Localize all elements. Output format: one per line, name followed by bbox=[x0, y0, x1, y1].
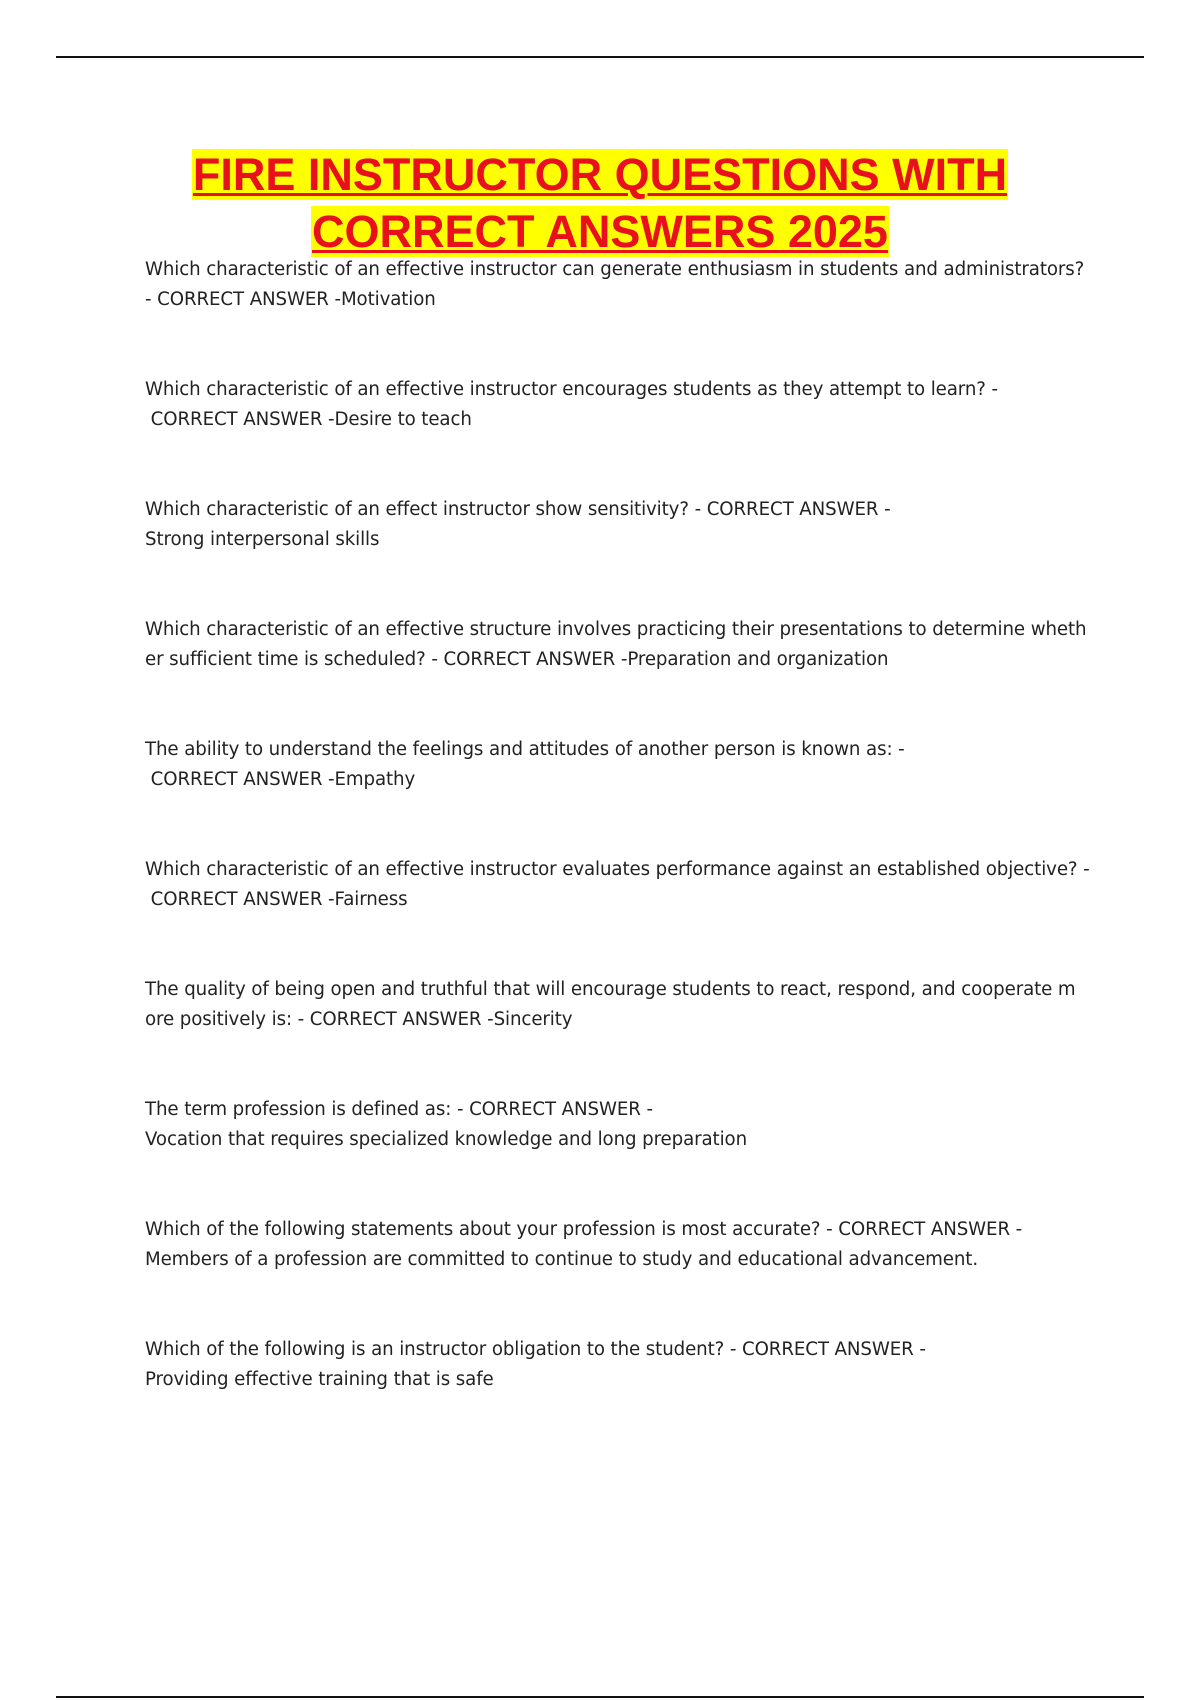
question-text: The ability to understand the feelings and attitudes of another person is known as: - bbox=[145, 739, 905, 760]
question-list bbox=[145, 255, 1095, 1455]
qa-item-9 bbox=[145, 1215, 1095, 1335]
qa-item-6 bbox=[145, 855, 1095, 975]
qa-item-4 bbox=[145, 615, 1095, 735]
title-line-2: CORRECT ANSWERS 2025 bbox=[312, 206, 888, 257]
answer-text: - CORRECT ANSWER -Motivation bbox=[145, 289, 436, 310]
question-text: The term profession is defined as: - CORRECT ANSWER - bbox=[145, 1099, 653, 1120]
answer-text: CORRECT ANSWER -Empathy bbox=[145, 769, 416, 790]
title-line-1: FIRE INSTRUCTOR QUESTIONS WITH bbox=[192, 149, 1008, 200]
top-rule bbox=[56, 56, 1144, 58]
answer-text: CORRECT ANSWER -Fairness bbox=[145, 889, 408, 910]
answer-text: er sufficient time is scheduled? - CORRECT ANSWER -Preparation and organization bbox=[145, 649, 889, 670]
document-title bbox=[0, 146, 1200, 260]
question-text: The quality of being open and truthful that will encourage students to react, respond, and cooperate m bbox=[145, 979, 1076, 1000]
question-text: Which characteristic of an effective structure involves practicing their presentations to determine wheth bbox=[145, 619, 1087, 640]
qa-item-7 bbox=[145, 975, 1095, 1095]
qa-item-1 bbox=[145, 255, 1095, 375]
answer-text: Members of a profession are committed to continue to study and educational advancement. bbox=[145, 1249, 979, 1270]
question-text: Which of the following is an instructor obligation to the student? - CORRECT ANSWER - bbox=[145, 1339, 926, 1360]
question-text: Which characteristic of an effective instructor encourages students as they attempt to learn? - bbox=[145, 379, 998, 400]
question-text: Which characteristic of an effect instructor show sensitivity? - CORRECT ANSWER - bbox=[145, 499, 891, 520]
qa-item-2 bbox=[145, 375, 1095, 495]
question-text: Which of the following statements about your profession is most accurate? - CORRECT ANSWER - bbox=[145, 1219, 1023, 1240]
qa-item-8 bbox=[145, 1095, 1095, 1215]
bottom-rule bbox=[56, 1696, 1144, 1698]
qa-item-10 bbox=[145, 1335, 1095, 1455]
answer-text: Vocation that requires specialized knowledge and long preparation bbox=[145, 1129, 747, 1150]
question-text: Which characteristic of an effective instructor evaluates performance against an established objective? - bbox=[145, 859, 1090, 880]
qa-item-5 bbox=[145, 735, 1095, 855]
answer-text: Strong interpersonal skills bbox=[145, 529, 380, 550]
answer-text: Providing effective training that is safe bbox=[145, 1369, 494, 1390]
answer-text: ore positively is: - CORRECT ANSWER -Sincerity bbox=[145, 1009, 573, 1030]
answer-text: CORRECT ANSWER -Desire to teach bbox=[145, 409, 472, 430]
question-text: Which characteristic of an effective instructor can generate enthusiasm in students and administrators? bbox=[145, 259, 1085, 280]
qa-item-3 bbox=[145, 495, 1095, 615]
